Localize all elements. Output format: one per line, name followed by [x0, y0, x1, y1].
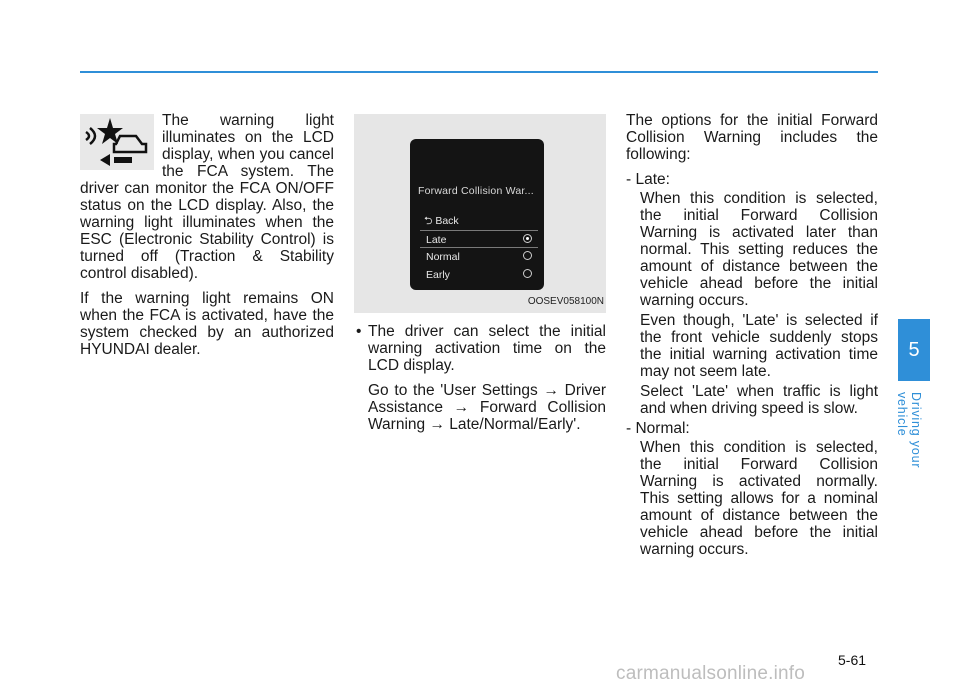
- paragraph: If the warning light remains ON when the FCA is activated, have the system checked by an authorized HYUNDAI dealer.: [80, 290, 334, 358]
- option-heading-late: - Late:: [626, 171, 670, 188]
- lcd-title: Forward Collision War...: [418, 185, 534, 197]
- fca-warning-light-icon: [80, 114, 154, 170]
- column-left: [80, 112, 334, 366]
- paragraph: The warning light illuminates on the LCD display, when you cancel the FCA system. The driver can monitor the FCA ON/OFF status on the LCD display. Also, the warning light illuminates when the ESC (Electronic Stability Control) is turned off (Traction & Stability control disabled).: [80, 112, 334, 282]
- page-number: 5-61: [838, 652, 867, 668]
- option-body-normal: [626, 439, 878, 558]
- paragraph: The driver can select the initial warning activation time on the LCD display.: [368, 323, 606, 374]
- paragraph: The options for the initial Forward Collision Warning includes the following:: [626, 112, 878, 163]
- option-body-late: [626, 190, 878, 417]
- column-middle: [354, 114, 606, 441]
- bullet-icon: •: [356, 323, 362, 340]
- paragraph: Select 'Late' when traffic is light and when driving speed is slow.: [640, 383, 878, 417]
- lcd-option-label: Normal: [426, 251, 460, 263]
- radio-selected-icon: [523, 234, 532, 243]
- lcd-option-normal: [420, 248, 538, 264]
- paragraph: When this condition is selected, the initial Forward Collision Warning is activated normally. This setting allows for a nominal amount of distance between the vehicle ahead before the initial warning occurs.: [640, 439, 878, 558]
- lcd-option-early: [420, 266, 538, 282]
- chapter-label: Driving your vehicle: [895, 392, 923, 469]
- chapter-tab: 5: [898, 319, 930, 381]
- paragraph: When this condition is selected, the initial Forward Collision Warning is activated later than normal. This setting reduces the amount of distance between the vehicle ahead before the initial warning occurs.: [640, 190, 878, 309]
- paragraph: Go to the 'User Settings → Driver Assistance → Forward Collision Warning → Late/Normal/Early'.: [368, 382, 606, 433]
- lcd-back-item: ⮌ Back: [424, 215, 459, 227]
- radio-empty-icon: [523, 269, 532, 278]
- lcd-option-late: [420, 230, 538, 248]
- paragraph: Even though, 'Late' is selected if the front vehicle suddenly stops the initial warning activation time may not seem late.: [640, 312, 878, 380]
- bullet-item: [354, 323, 606, 433]
- watermark: carmanualsonline.info: [616, 663, 806, 684]
- lcd-illustration: [354, 114, 606, 313]
- image-code: OOSEV058100N: [527, 296, 604, 307]
- column-right: [626, 112, 878, 561]
- lcd-option-label: Late: [426, 234, 447, 246]
- lcd-option-label: Early: [426, 269, 450, 281]
- radio-empty-icon: [523, 251, 532, 260]
- lcd-screen: [410, 139, 544, 290]
- option-heading-normal: - Normal:: [626, 420, 690, 437]
- header-rule: [80, 71, 878, 73]
